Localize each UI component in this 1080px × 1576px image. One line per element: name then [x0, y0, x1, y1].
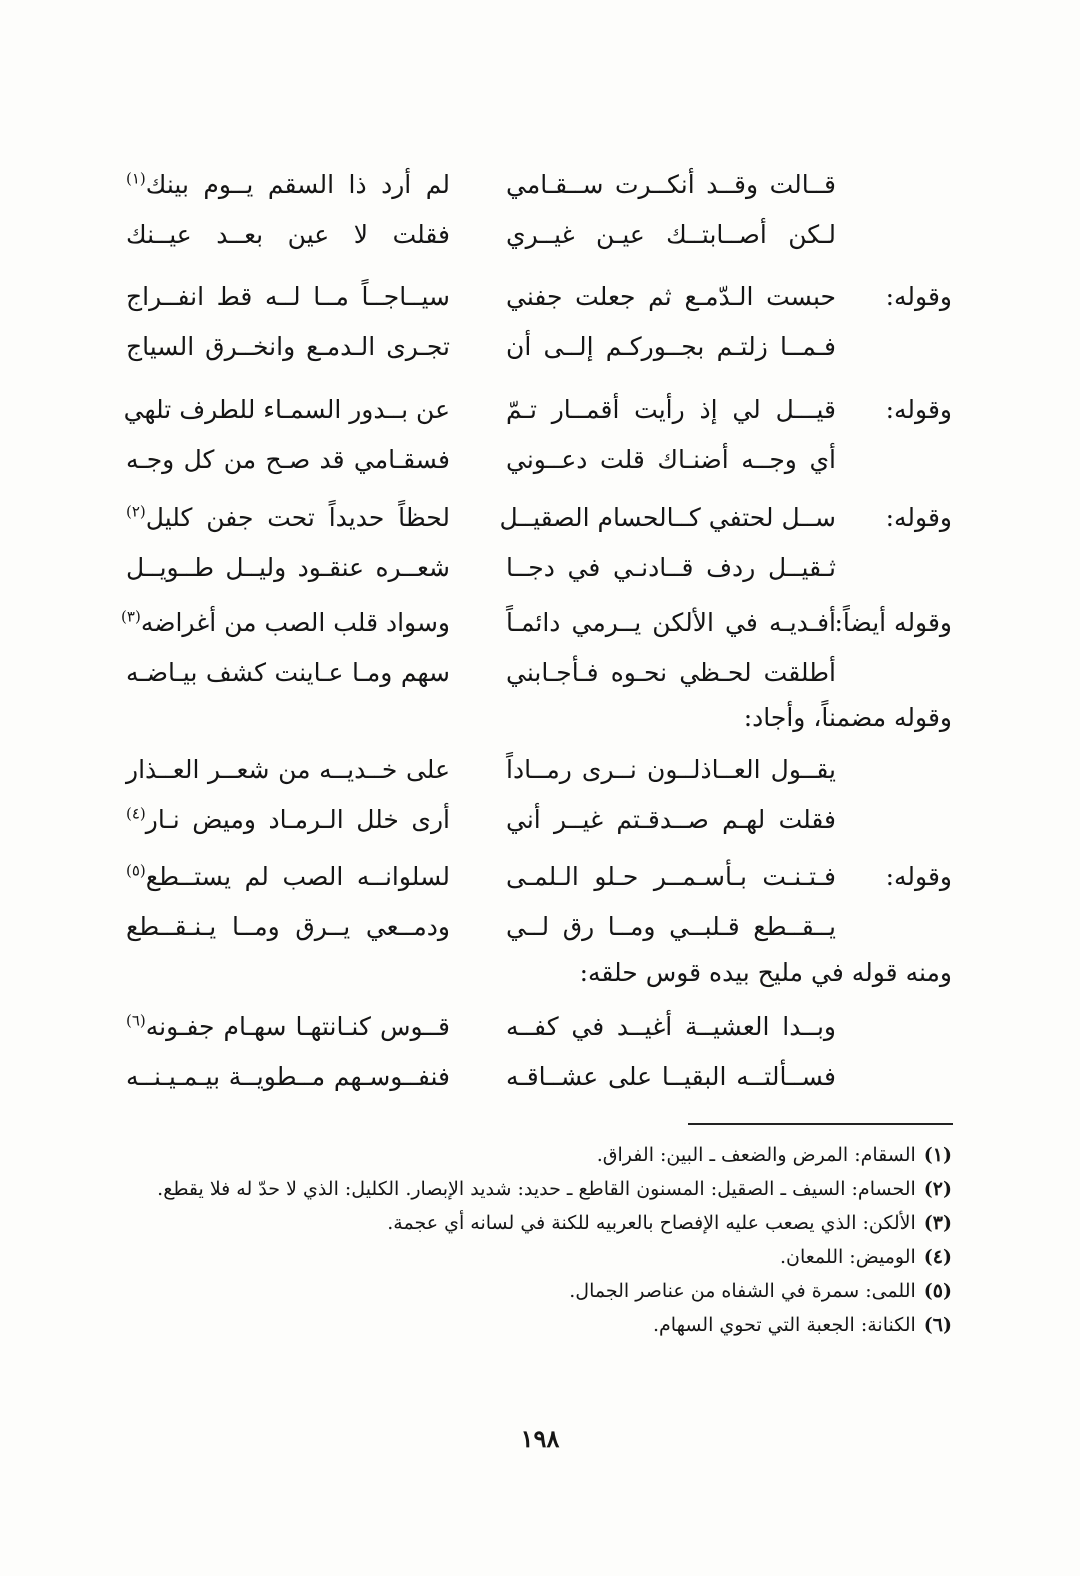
footnote-number: (٥): [923, 1280, 952, 1302]
poem-row: [0, 272, 1080, 372]
second-hemistichs: [123, 385, 450, 485]
poem-line: عن بــدور السمـاء للطرف تلهي: [123, 395, 450, 424]
poem-line: فـمــا زلتـم بجــوركـم إلــى أن: [506, 332, 836, 361]
footnote-number: (٣): [923, 1212, 952, 1234]
footnote-marker: (٤): [126, 804, 146, 823]
second-hemistichs: [126, 852, 450, 952]
poem-line: فـتـنـت بـأسـمــر حـلو الـلمـى: [506, 862, 836, 891]
second-hemistichs: [126, 1002, 450, 1102]
footnote-text: الكنانة: الجعبة التي تحوي السهام.: [653, 1314, 916, 1336]
section-intro: ومنه قوله في مليح بيده قوس حلقه:: [579, 958, 952, 987]
poem-row: [0, 385, 1080, 485]
poem-line-with-footnote: [126, 795, 450, 845]
footnote-text: الألكن: الذي يصعب عليه الإفصاح بالعربيه للكنة في لسانه أي عجمة.: [387, 1212, 916, 1234]
poem-line-text: لسلوانــه الصب لم يستــطع: [145, 862, 450, 891]
poem-line: فنفــوسـهم مــطويــة بيـمـيـنــه: [126, 1062, 450, 1091]
footnote-number: (٢): [923, 1178, 952, 1200]
poem-line: سيــاجــاً مــا لــه قط انفــراج: [126, 282, 450, 311]
poem-label: وقوله:: [885, 282, 952, 311]
footnote-marker: (٦): [126, 1011, 146, 1030]
poem-line-with-footnote: [121, 598, 450, 648]
poem-line-with-footnote: [126, 493, 450, 543]
poem-line: يــقــطع قـلبــي ومــا رق لــي: [506, 912, 836, 941]
poem-line-text: قــوس كنـانتهـا سهـام جفـونه: [145, 1012, 450, 1041]
footnote-divider: [688, 1123, 953, 1125]
footnotes: [122, 1138, 952, 1342]
poem-label: وقوله:: [885, 862, 952, 891]
poem-line: أي وجــه أضنـاك قلت دعــوني: [506, 445, 836, 474]
first-hemistichs: [499, 493, 836, 593]
poem-row: [0, 745, 1080, 845]
poem-line: قيـــل لي إذ رأيت أقمــار تـمّ: [506, 395, 836, 424]
first-hemistichs: [506, 852, 836, 952]
poem-line: حبست الـدّمـع ثم جعلت جفني: [506, 282, 836, 311]
footnote-number: (١): [923, 1144, 952, 1166]
poem-line: لـكن أصــابتــك عيـن غيــري: [506, 220, 836, 249]
footnote-text: الحسام: السيف ـ الصقيل: المسنون القاطع ـ حديد: شديد الإبصار. الكليل: الذي لا حدّ له فلا يقطع.: [157, 1178, 916, 1200]
footnote: [122, 1206, 952, 1240]
poem-row: [0, 598, 1080, 698]
poem-row: [0, 1002, 1080, 1102]
second-hemistichs: [126, 745, 450, 845]
poem-line-with-footnote: [126, 1002, 450, 1052]
poem-line: فقلت لهـم صــدقـتم غيــر أني: [506, 805, 836, 834]
poem-line: قــالت وقــد أنكــرت ســقـامي: [506, 170, 836, 199]
footnote-text: اللمى: سمرة في الشفاه من عناصر الجمال.: [569, 1280, 916, 1302]
poem-line: تجـرى الـدمـع وانخــرق السياج: [126, 332, 450, 361]
first-hemistichs: [506, 598, 836, 698]
poem-line-text: لحظاً حديداً تحت جفن كليل: [145, 503, 450, 532]
poem-label: وقوله أيضاً:: [834, 608, 952, 637]
poem-line: ثـقيــل ردف قــادنـي في دجــا: [506, 553, 836, 582]
footnote-text: السقام: المرض والضعف ـ البين: الفراق.: [596, 1144, 916, 1166]
poem-line-with-footnote: [126, 852, 450, 902]
poem-label: وقوله:: [885, 503, 952, 532]
poem-line-text: أرى خلل الـرمـاد وميض نـار: [145, 805, 450, 834]
poem-row: [0, 493, 1080, 593]
poem-line: سهم ومـا عـاينت كشف بيـاضـه: [126, 658, 450, 687]
footnote-number: (٤): [923, 1246, 952, 1268]
footnote: [122, 1240, 952, 1274]
poem-line-text: وسواد قلب الصب من أغراضه: [140, 608, 450, 637]
second-hemistichs: [126, 160, 450, 260]
footnote-marker: (٥): [126, 861, 146, 880]
first-hemistichs: [506, 272, 836, 372]
poem-line: أطلقت لحـظي نحـوه فـأجـابني: [506, 658, 836, 687]
poem-line: يقــول العــاذلــون نــرى رمــاداً: [506, 755, 836, 784]
first-hemistichs: [506, 1002, 836, 1102]
footnote: [122, 1308, 952, 1342]
footnote-marker: (٣): [121, 607, 141, 626]
poem-line: شعــره عنقـود وليــل طــويــل: [126, 553, 450, 582]
footnote: [122, 1274, 952, 1308]
footnote: [122, 1138, 952, 1172]
poem-line: فقلت لا عين بعــد عيــنك: [126, 220, 450, 249]
poem-line: وبــدا العشيــة أغيــد في كفــه: [506, 1012, 836, 1041]
poem-line: على خــديــه من شعــر العــذار: [126, 755, 450, 784]
poem-line: ســل لحتفي كــالحسام الصقيــل: [499, 503, 836, 532]
poem-line: فســألتــه البقيــا على عشــاقـه: [506, 1062, 836, 1091]
poem-line: فسقـامي قد صـح من كل وجـه: [126, 445, 450, 474]
footnote-marker: (٢): [126, 502, 146, 521]
poem-label: وقوله:: [885, 395, 952, 424]
poem-row: [0, 160, 1080, 260]
second-hemistichs: [126, 272, 450, 372]
section-intro: وقوله مضمناً، وأجاد:: [743, 703, 952, 732]
footnote-text: الوميض: اللمعان.: [779, 1246, 916, 1268]
poem-line: ودمــعي يــرق ومــا يـنـقــطع: [126, 912, 450, 941]
footnote-number: (٦): [923, 1314, 952, 1336]
poem-line: أفـديـه في الألكن يــرمي دائمـاً: [506, 608, 836, 637]
first-hemistichs: [506, 160, 836, 260]
first-hemistichs: [506, 745, 836, 845]
second-hemistichs: [126, 493, 450, 593]
poem-line-with-footnote: [126, 160, 450, 210]
page-number: ١٩٨: [520, 1424, 560, 1453]
poem-row: [0, 852, 1080, 952]
poem-line-text: لم أرد ذا السقم يــوم بينك: [145, 170, 450, 199]
footnote: [122, 1172, 952, 1206]
footnote-marker: (١): [126, 169, 146, 188]
first-hemistichs: [506, 385, 836, 485]
second-hemistichs: [121, 598, 450, 698]
